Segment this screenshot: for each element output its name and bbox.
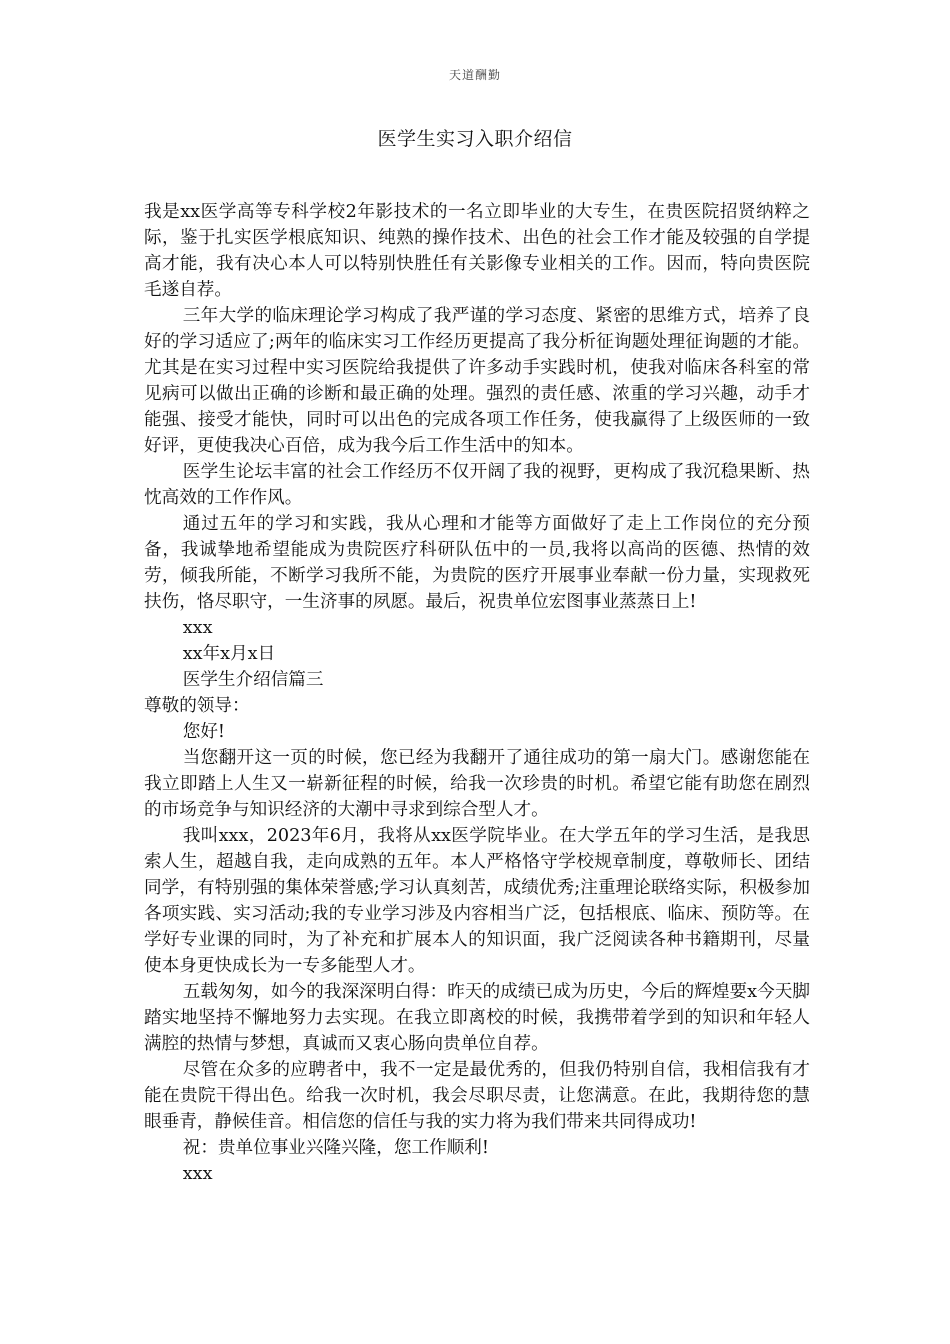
signature-name: xxx: [182, 1164, 213, 1184]
paragraph: 当您翻开这一页的时候，您已经为我翻开了通往成功的第一扇大门。感谢您能在我立即踏上人生又一崭新征程的时候，给我一次珍贵的时机。希望它能有助您在剧烈的市场竞争与知识经济的大潮中寻求到综合型人才。: [144, 748, 810, 820]
paragraph: 医学生论坛丰富的社会工作经历不仅开阔了我的视野，更构成了我沉稳果断、热忱高效的工作作风。: [144, 462, 810, 508]
section-heading: 医学生介绍信篇三: [182, 670, 324, 690]
paragraph: 我是xx医学高等专科学校2年影技术的一名立即毕业的大专生，在贵医院招贤纳粹之际，鉴于扎实医学根底知识、纯熟的操作技术、出色的社会工作才能及较强的自学提高才能，我有决心本人可以特别快胜任有关影像专业相关的工作。因而，特向贵医院毛遂自荐。: [144, 202, 810, 300]
document-title: 医学生实习入职介绍信: [377, 128, 573, 150]
paragraph: 尽管在众多的应聘者中，我不一定是最优秀的，但我仍特别自信，我相信我有才能在贵院干得出色。给我一次时机，我会尽职尽责，让您满意。在此，我期待您的慧眼垂青，静候佳音。相信您的信任与我的实力将为我们带来共同得成功!: [144, 1060, 810, 1132]
paragraph: 我叫xxx，2023年6月，我将从xx医学院毕业。在大学五年的学习生活，是我思索人生，超越自我，走向成熟的五年。本人严格恪守学校规章制度，尊敬师长、团结同学，有特别强的集体荣誉感;学习认真刻苦，成绩优秀;注重理论联络实际，积极参加各项实践、实习活动;我的专业学习涉及内容相当广泛，包括根底、临床、预防等。在学好专业课的同时，为了补充和扩展本人的知识面，我广泛阅读各种书籍期刊，尽量使本身更快成长为一专多能型人才。: [144, 826, 810, 976]
signature-name: xxx: [182, 618, 213, 638]
paragraph: 五载匆匆，如今的我深深明白得：昨天的成绩已成为历史，今后的辉煌要x今天脚踏实地坚持不懈地努力去实现。在我立即离校的时候，我携带着学到的知识和年轻人满腔的热情与梦想，真诚而又衷心肠向贵单位自荐。: [144, 982, 810, 1054]
salutation: 尊敬的领导：: [144, 696, 250, 716]
signature-date: xx年x月x日: [182, 644, 276, 664]
letter-body: [144, 199, 810, 1187]
greeting: 您好!: [182, 722, 225, 742]
page-header: 天道酬勤: [448, 68, 501, 82]
closing-wish: 祝：贵单位事业兴隆兴隆，您工作顺利!: [182, 1138, 489, 1158]
paragraph: 三年大学的临床理论学习构成了我严谨的学习态度、紧密的思维方式，培养了良好的学习适应了;两年的临床实习工作经历更提高了我分析征询题处理征询题的才能。尤其是在实习过程中实习医院给我提供了许多动手实践时机，使我对临床各科室的常见病可以做出正确的诊断和最正确的处理。强烈的责任感、浓重的学习兴趣，动手才能强、接受才能快，同时可以出色的完成各项工作任务，使我赢得了上级医师的一致好评，更使我决心百倍，成为我今后工作生活中的知本。: [144, 306, 810, 456]
paragraph: 通过五年的学习和实践，我从心理和才能等方面做好了走上工作岗位的充分预备，我诚挚地希望能成为贵院医疗科研队伍中的一员,我将以高尚的医德、热情的效劳，倾我所能，不断学习我所不能，为贵院的医疗开展事业奉献一份力量，实现救死扶伤，恪尽职守，一生济事的夙愿。最后，祝贵单位宏图事业蒸蒸日上!: [144, 514, 810, 612]
